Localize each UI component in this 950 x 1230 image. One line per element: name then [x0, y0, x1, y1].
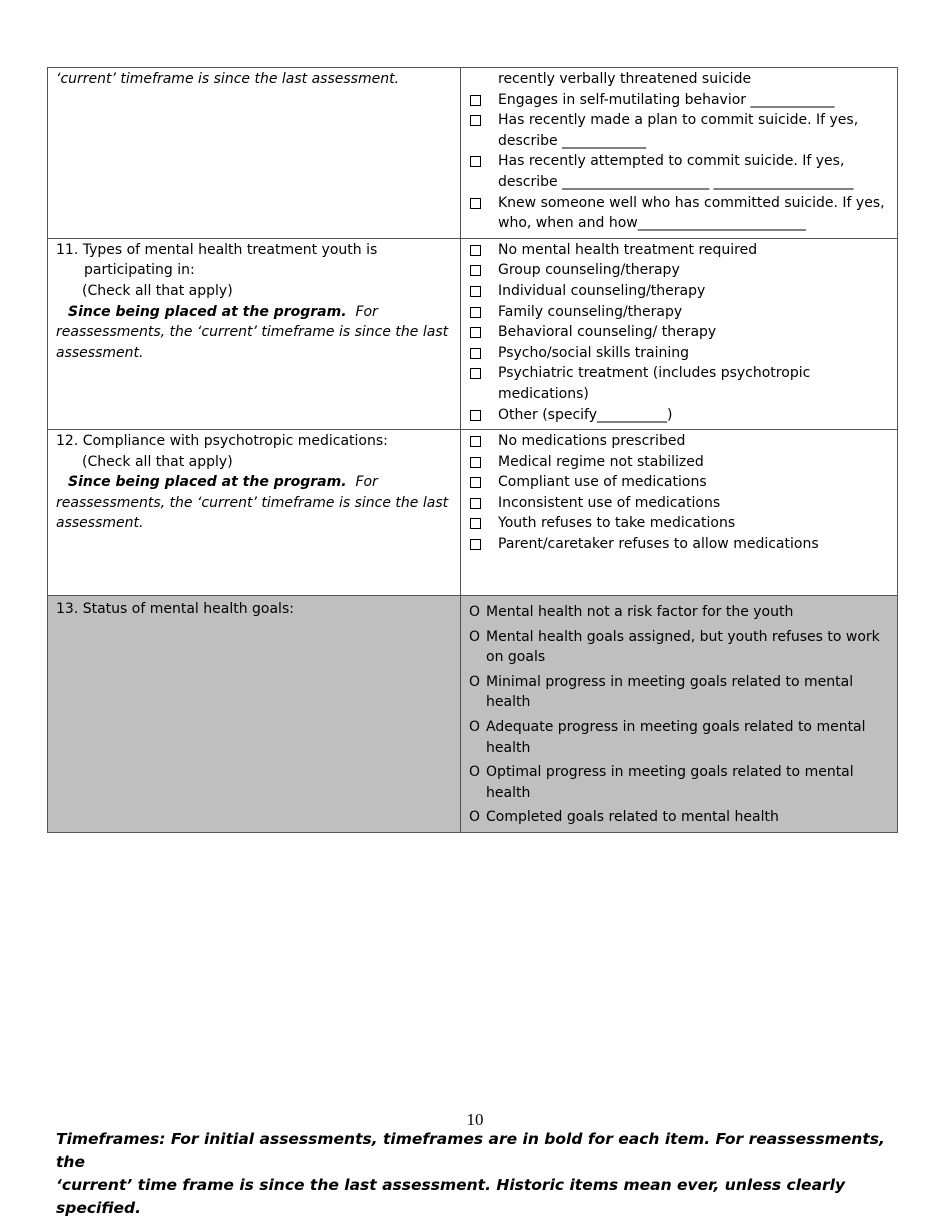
radio-circle-icon[interactable]: O — [469, 809, 481, 826]
option-label-cont: on goals — [486, 649, 546, 666]
question-title: 12. Compliance with psychotropic medications: — [56, 433, 388, 450]
checkbox-option[interactable] — [469, 151, 891, 192]
assessment-form-table — [47, 67, 898, 833]
option-label: Minimal progress in meeting goals related to mental — [486, 673, 854, 690]
checkbox[interactable] — [470, 410, 481, 421]
option-label-cont: describe _____________________ ____________________ — [498, 173, 854, 190]
option-label: Compliant use of medications — [498, 474, 707, 491]
question-cell — [48, 239, 461, 429]
option-label: Behavioral counseling/ therapy — [498, 324, 717, 341]
radio-option[interactable] — [469, 717, 891, 758]
option-label: Completed goals related to mental health — [486, 809, 779, 826]
radio-option[interactable] — [469, 627, 891, 668]
checkbox-option[interactable] — [469, 343, 891, 364]
checkbox[interactable] — [470, 348, 481, 359]
option-label-cont: health — [486, 694, 531, 711]
row-suicide-risk — [47, 67, 898, 239]
page-number: 10 — [466, 1110, 484, 1129]
checkbox-option[interactable] — [469, 534, 891, 555]
question-cell — [48, 596, 461, 832]
checkbox-option[interactable] — [469, 405, 891, 426]
checkbox-option[interactable] — [469, 281, 891, 302]
radio-circle-icon[interactable]: O — [469, 719, 481, 736]
option-label: No medications prescribed — [498, 433, 686, 450]
checkbox[interactable] — [470, 518, 481, 529]
option-label: Mental health goals assigned, but youth refuses to work — [486, 628, 880, 645]
option-label-cont: who, when and how________________________ — [498, 215, 806, 232]
timeframe-note-cont: reassessments, the ‘current’ timeframe is since the last — [56, 494, 449, 511]
checkbox[interactable] — [470, 477, 481, 488]
timeframe-note-cont: reassessments, the ‘current’ timeframe is since the last — [56, 324, 449, 341]
answer-cell — [461, 430, 897, 595]
checkbox[interactable] — [470, 245, 481, 256]
option-label-cont: health — [486, 784, 531, 801]
checkbox[interactable] — [470, 286, 481, 297]
checkbox[interactable] — [470, 307, 481, 318]
checkbox[interactable] — [470, 539, 481, 550]
option-label-cont: medications) — [498, 385, 589, 402]
option-label: Adequate progress in meeting goals related to mental — [486, 719, 866, 736]
answer-cell — [461, 239, 897, 429]
option-label: Group counseling/therapy — [498, 262, 680, 279]
option-label: Youth refuses to take medications — [498, 515, 736, 532]
question-title: 13. Status of mental health goals: — [56, 601, 294, 618]
option-label-cont: health — [486, 739, 531, 756]
option-label: Psycho/social skills training — [498, 344, 690, 361]
check-all-note: (Check all that apply) — [82, 282, 233, 299]
answer-cell — [461, 68, 897, 238]
question-cell — [48, 430, 461, 595]
checkbox[interactable] — [470, 436, 481, 447]
checkbox-option[interactable] — [469, 493, 891, 514]
checkbox-option[interactable] — [469, 322, 891, 343]
timeframe-note — [56, 472, 452, 493]
checkbox[interactable] — [470, 457, 481, 468]
option-label: Psychiatric treatment (includes psychotropic — [498, 365, 811, 382]
radio-option[interactable] — [469, 807, 891, 828]
radio-circle-icon[interactable]: O — [469, 673, 481, 690]
footer-line-2: ‘current’ time frame is since the last assessment. Historic items mean ever, unless clearly specified. — [56, 1176, 846, 1217]
checkbox-option[interactable] — [469, 240, 891, 261]
checkbox-option[interactable] — [469, 193, 891, 234]
question-title: 11. Types of mental health treatment youth is — [56, 241, 378, 258]
check-all-note: (Check all that apply) — [82, 453, 233, 470]
row-mental-health-goals — [47, 596, 898, 833]
timeframe-note — [56, 302, 452, 323]
question-cell — [48, 68, 461, 238]
option-label: Has recently attempted to commit suicide. If yes, — [498, 153, 845, 170]
option-label: Individual counseling/therapy — [498, 282, 706, 299]
option-label: Family counseling/therapy — [498, 303, 683, 320]
timeframe-ital: For — [355, 303, 378, 320]
continuation-text: recently verbally threatened suicide — [498, 71, 752, 87]
row-mental-health-treatment — [47, 239, 898, 430]
row-medication-compliance — [47, 430, 898, 596]
checkbox-option[interactable] — [469, 260, 891, 281]
option-label: Optimal progress in meeting goals related to mental — [486, 764, 854, 781]
checkbox[interactable] — [470, 368, 481, 379]
radio-option[interactable] — [469, 672, 891, 713]
radio-circle-icon[interactable]: O — [469, 628, 481, 645]
option-label: Mental health not a risk factor for the youth — [486, 604, 794, 621]
checkbox[interactable] — [470, 265, 481, 276]
option-label: Knew someone well who has committed suicide. If yes, — [498, 194, 885, 211]
timeframe-note-end: assessment. — [56, 515, 144, 532]
option-label: Inconsistent use of medications — [498, 494, 721, 511]
timeframe-bold: Since being placed at the program. — [68, 474, 347, 491]
checkbox[interactable] — [470, 115, 481, 126]
question-text: ‘current’ timeframe is since the last assessment. — [56, 71, 400, 87]
checkbox[interactable] — [470, 327, 481, 338]
timeframe-bold: Since being placed at the program. — [68, 303, 347, 320]
option-label: Engages in self-mutilating behavior ____________ — [498, 91, 835, 108]
footer-line-1: Timeframes: For initial assessments, timeframes are in bold for each item. For reassessments, the — [56, 1130, 885, 1171]
checkbox-option[interactable] — [469, 110, 891, 151]
timeframe-ital: For — [355, 474, 378, 491]
radio-circle-icon[interactable]: O — [469, 764, 481, 781]
radio-circle-icon[interactable]: O — [469, 604, 481, 621]
checkbox[interactable] — [470, 95, 481, 106]
checkbox-option[interactable] — [469, 302, 891, 323]
checkbox[interactable] — [470, 156, 481, 167]
option-label: Medical regime not stabilized — [498, 453, 704, 470]
checkbox[interactable] — [470, 498, 481, 509]
checkbox-option[interactable] — [469, 513, 891, 534]
checkbox-option[interactable] — [469, 472, 891, 493]
checkbox-option[interactable] — [469, 431, 891, 452]
timeframe-note-end: assessment. — [56, 344, 144, 361]
question-title-cont: participating in: — [84, 262, 195, 279]
option-label: Has recently made a plan to commit suicide. If yes, — [498, 112, 859, 129]
radio-option[interactable] — [469, 762, 891, 803]
option-label: No mental health treatment required — [498, 241, 758, 258]
checkbox-option[interactable] — [469, 90, 891, 111]
option-label: Parent/caretaker refuses to allow medications — [498, 536, 819, 553]
timeframes-footer — [56, 1128, 906, 1220]
option-label: Other (specify__________) — [498, 406, 673, 423]
answer-cell — [461, 596, 897, 832]
option-label-cont: describe ____________ — [498, 132, 647, 149]
radio-option[interactable] — [469, 602, 891, 623]
checkbox-option[interactable] — [469, 452, 891, 473]
checkbox-option[interactable] — [469, 363, 891, 404]
checkbox[interactable] — [470, 198, 481, 209]
